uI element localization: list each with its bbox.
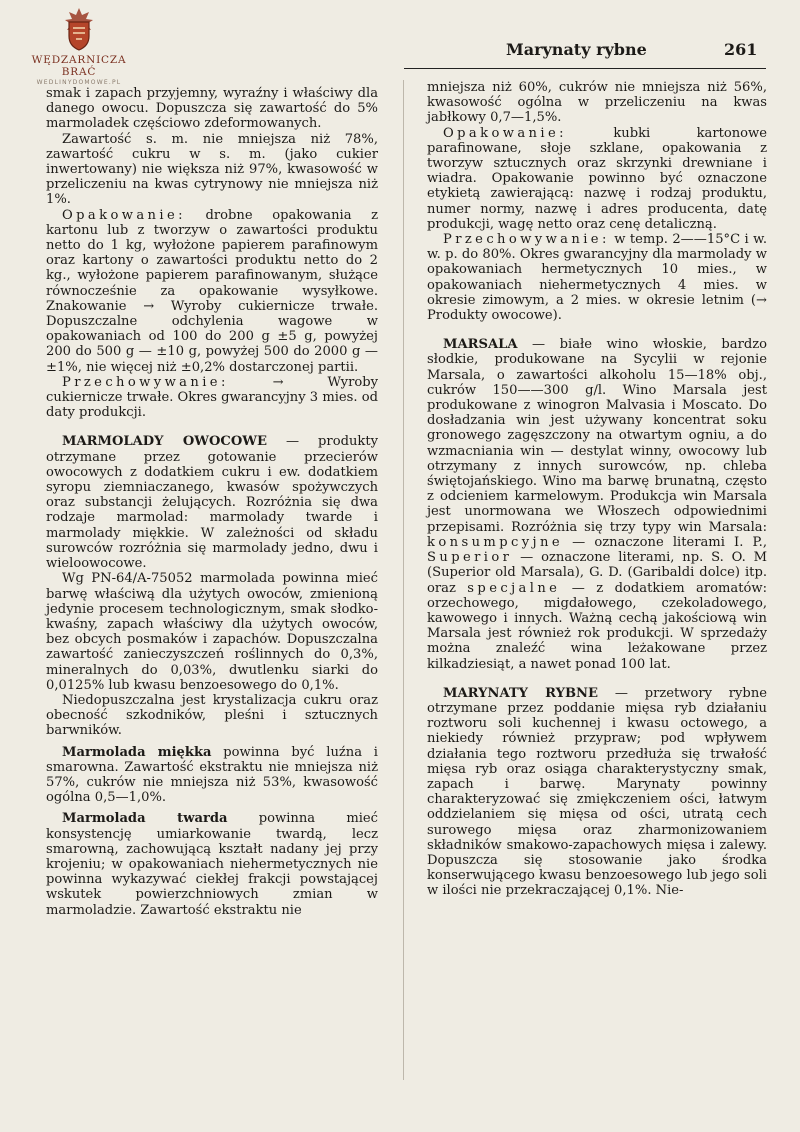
paragraph bbox=[46, 208, 378, 375]
paragraph-text: powinna mieć konsystencję umiarkowanie twardą, lecz smarowną, zachowującą kształt nadany jej przy krojeniu; w opakowaniach niehermetycznych nie powinna wykazywać ciekłej frakcji powstającej wskutek powierzchniowych zmian w marmoladzie. Zawartość ekstraktu nie bbox=[46, 811, 379, 918]
column-divider bbox=[403, 80, 404, 1080]
entry-term: MARYNATY RYBNE bbox=[443, 685, 599, 701]
paragraph-text: — oznaczone literami I. P., bbox=[572, 534, 767, 550]
spaced-label: Opakowanie: bbox=[62, 207, 186, 223]
spaced-term: specjalne bbox=[467, 580, 561, 596]
paragraph: Wg PN-64/A-75052 marmolada powinna mieć barwę właściwą dla użytych owoców, zmienioną jedynie procesem technologicznym, smak słodko-kwaśny, zapach właściwy dla użytych owoców, bez obcych posmaków i zapachów. Dopuszczalna zawartość zanieczyszczeń roślinnych do 0,3%, mineralnych do 0,03%, dwutlenku siarki do 0,0125% lub kwasu benzoesowego do 0,1%. bbox=[46, 571, 378, 693]
crest-icon bbox=[59, 6, 99, 52]
running-head: Marynaty rybne bbox=[506, 40, 647, 59]
spaced-term: konsumpcyjne bbox=[427, 534, 563, 550]
paragraph: Zawartość s. m. nie mniejsza niż 78%, zawartość cukru w s. m. (jako cukier inwertowany) nie większa niż 97%, kwasowość w przeliczeniu na kwas cytrynowy nie mniejsza niż 1%. bbox=[46, 131, 378, 208]
subentry-term: Marmolada miękka bbox=[62, 744, 212, 760]
spaced-label: Przechowywanie: bbox=[443, 232, 610, 248]
logo-subtitle: WEDLINYDOMOWE.PL bbox=[36, 79, 122, 86]
paragraph bbox=[46, 811, 378, 917]
paragraph-text: — przetwory rybne otrzymane przez poddanie mięsa ryb działaniu roztworu soli kuchennej i kwasu octowego, a niekiedy również przypraw; pod wpływem działania tego roztworu przedłuża się trwałość mięsa ryb oraz osiąga charakterystyczny smak, zapach i barwę. Marynaty powinny charakteryzować się zmiękczeniem ości, łatwym oddzielaniem się mięsa od ości, utratą cech surowego mięsa oraz zharmonizowaniem składników smakowo-zapachowych mięsa i zalewy. Dopuszcza się stosowanie jako środka konserwującego kwasu benzoesowego lub jego soli w ilości nie przekraczającej 0,1%. Nie- bbox=[427, 685, 767, 899]
paragraph-text: drobne opakowania z kartonu lub z tworzyw o zawartości produktu netto do 1 kg, wyłożone papierem parafinowym oraz kartony o zawartości produktu netto do 2 kg., wyłożone papierem parafinowanym, służące równocześnie za opakowanie wysyłkowe. Znakowanie → Wyroby cukiernicze trwałe. Dopuszczalne odchylenia wagowe w opakowaniach od 100 do 200 g ±5 g, powyżej 200 do 500 g — ±10 g, powyżej 500 do 2000 g — ±1%, nie więcej niż ±0,2% dostarczonej partii. bbox=[46, 207, 379, 375]
logo-title: WĘDZARNICZA BRAĆ bbox=[31, 54, 127, 78]
paragraph: Niedopuszczalna jest krystalizacja cukru oraz obecność szkodników, pleśni i sztucznych barwników. bbox=[46, 692, 378, 739]
entry-marsala bbox=[427, 337, 767, 671]
paragraph bbox=[427, 232, 767, 323]
paragraph bbox=[46, 745, 378, 806]
spaced-term: Superior bbox=[427, 550, 513, 566]
spaced-label: Opakowanie: bbox=[443, 125, 567, 141]
subentry-term: Marmolada twarda bbox=[62, 811, 228, 827]
paragraph: mniejsza niż 60%, cukrów nie mniejsza niż 56%, kwasowość ogólna w przeliczeniu na kwas jabłkowy 0,7—1,5%. bbox=[427, 80, 767, 126]
spaced-label: Przechowywanie: bbox=[62, 374, 229, 390]
paragraph-text: → Wyroby cukiernicze trwałe. Okres gwarancyjny 3 mies. od daty produkcji. bbox=[46, 374, 378, 421]
paragraph bbox=[427, 126, 767, 232]
entry-term: MARSALA bbox=[443, 337, 518, 353]
paragraph-text: — produkty otrzymane przez gotowanie przecierów owocowych z dodatkiem cukru i ew. dodatkiem syropu ziemniaczanego, kwasów spożywczych oraz substancji żelujących. Rozróżnia się dwa rodzaje marmolad: marmolady twarde i marmolady miękkie. W zależności od składu surowców rozróżnia się marmolady jedno, dwu i wieloowocowe. bbox=[46, 434, 378, 572]
header-rule bbox=[404, 68, 766, 69]
entry-marynaty-rybne bbox=[427, 686, 767, 899]
paragraph-text: — białe wino włoskie, bardzo słodkie, produkowane na Sycylii w rejonie Marsala, o zawartości alkoholu 15—18% obj., cukrów 150——300 g/l. Wino Marsala jest produkowane z winogron Malvasia i Moscato. Do dosładzania win jest używany koncentrat soku gronowego zagęszczony na otwartym ogniu, a do wzmacniania win — destylat winny, owocowy lub otrzymany z innych surowców, np. chleba świętojańskiego. Wino ma barwę brunatną, często z odcieniem karmelowym. Produkcja win Marsala jest unormowana we Włoszech odpowiednimi przepisami. Rozróżnia się trzy typy win Marsala: bbox=[427, 337, 767, 535]
publisher-logo bbox=[14, 6, 144, 86]
page-number: 261 bbox=[724, 40, 758, 59]
right-column bbox=[427, 80, 767, 899]
paragraph-text: kubki kartonowe parafinowane, słoje szklane, opakowania z tworzyw sztucznych oraz skrzynki drewniane i wiadra. Opakowanie powinno być oznaczone etykietą zawierającą: nazwę i rodzaj produktu, numer normy, nazwę i adres producenta, datę produkcji, wagę netto oraz cenę detaliczną. bbox=[427, 125, 767, 232]
paragraph bbox=[46, 375, 378, 421]
paragraph-text: w temp. 2——15°C i w. w. p. do 80%. Okres gwarancyjny dla marmolady w opakowaniach hermetycznych 10 mies., w opakowaniach niehermetycznych 4 mies. w okresie zimowym, a 2 mies. w okresie letnim (→ Produkty owocowe). bbox=[427, 232, 767, 324]
paragraph: smak i zapach przyjemny, wyraźny i właściwy dla danego owocu. Dopuszcza się zawartość do 5% marmoladek częściowo zdeformowanych. bbox=[46, 86, 378, 132]
paragraph-text: — oznaczone literami, np. S. O. M (Superior old Marsala), G. D. (Garibaldi dolce) itp. oraz bbox=[427, 550, 767, 596]
entry-marmolady-owocowe bbox=[46, 434, 378, 571]
left-column bbox=[46, 86, 378, 918]
entry-term: MARMOLADY OWOCOWE bbox=[62, 434, 267, 450]
paragraph-text: powinna być luźna i smarowna. Zawartość ekstraktu nie mniejsza niż 57%, cukrów nie mniejsza niż 53%, kwasowość ogólna 0,5—1,0%. bbox=[46, 744, 378, 806]
paragraph-text: — z dodatkiem aromatów: orzechowego, migdałowego, czekoladowego, kawowego i innych. Ważną cechą jakościową win Marsala jest również rok produkcji. W sprzedaży można znaleźć wina leżakowane przez kilkadziesiąt, a nawet ponad 100 lat. bbox=[427, 580, 767, 672]
